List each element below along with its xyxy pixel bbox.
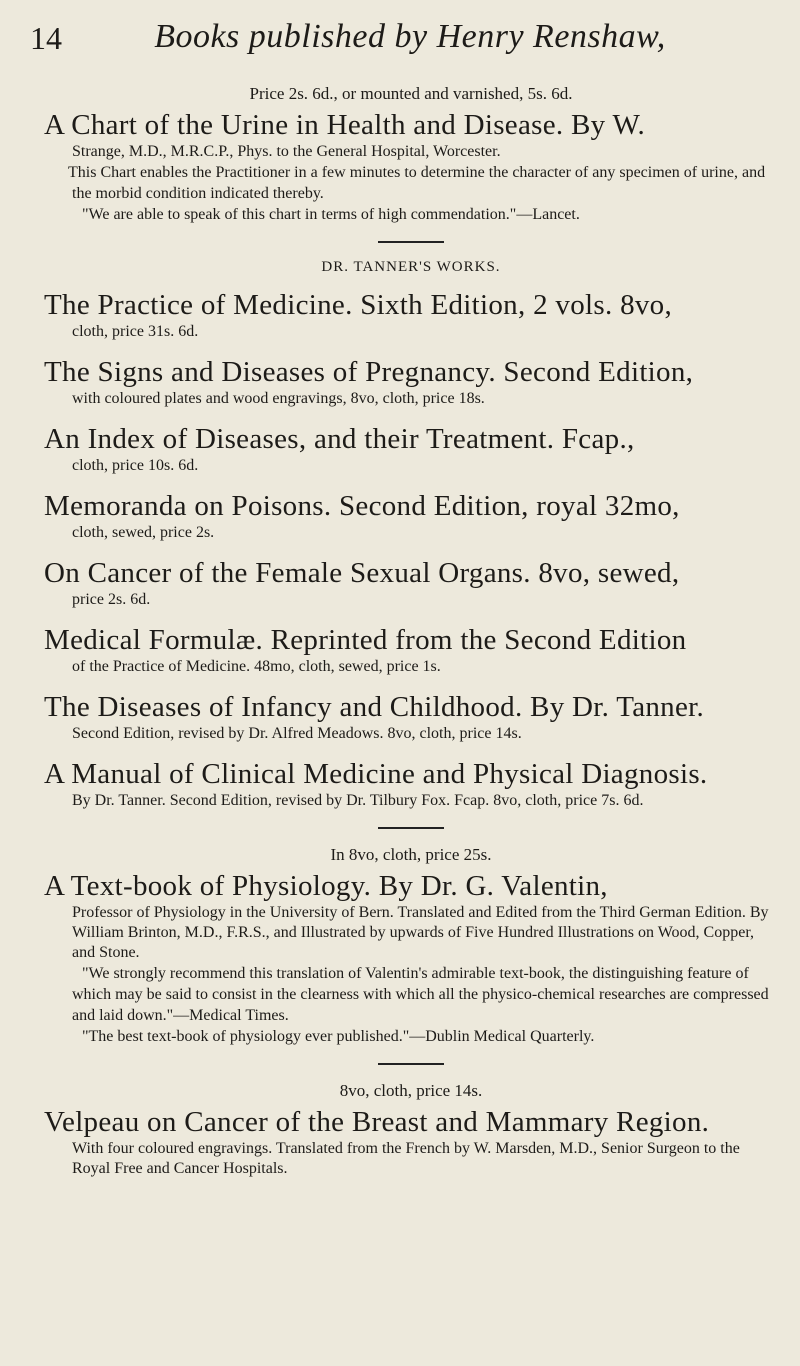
velpeau-price: 8vo, cloth, price 14s. [339, 1081, 483, 1100]
book-detail: with coloured plates and wood engravings, 8vo, cloth, price 18s. [72, 390, 485, 407]
book-detail: cloth, sewed, price 2s. [72, 524, 215, 541]
book-title: Medical Formulæ. Reprinted from the Second Edition [44, 624, 687, 656]
book-entry [44, 556, 778, 610]
book-entry [44, 422, 778, 476]
book-detail: Second Edition, revised by Dr. Alfred Meadows. 8vo, cloth, price 14s. [72, 725, 522, 742]
urine-chart-review: "We are able to speak of this chart in terms of high commendation."—Lancet. [82, 206, 580, 223]
urine-chart-author: Strange, M.D., M.R.C.P., Phys. to the General Hospital, Worcester. [72, 143, 501, 160]
urine-chart-entry [44, 84, 778, 225]
velpeau-entry [44, 1081, 778, 1179]
book-entry [44, 757, 778, 811]
book-detail: cloth, price 10s. 6d. [72, 457, 199, 474]
book-detail: price 2s. 6d. [72, 591, 151, 608]
book-title: Memoranda on Poisons. Second Edition, royal 32mo, [44, 490, 680, 522]
physiology-description: Professor of Physiology in the University of Bern. Translated and Edited from the Third German Edition. By William Brinton, M.D., F.R.S., and Illustrated by upwards of Five Hundred Illustrations on Wood, Copper, and Stone. [72, 904, 769, 961]
physiology-price: In 8vo, cloth, price 25s. [330, 845, 492, 864]
book-detail: By Dr. Tanner. Second Edition, revised by Dr. Tilbury Fox. Fcap. 8vo, cloth, price 7s. 6d. [72, 792, 644, 809]
book-detail: cloth, price 31s. 6d. [72, 323, 199, 340]
book-entry [44, 355, 778, 409]
velpeau-title: Velpeau on Cancer of the Breast and Mammary Region. [44, 1106, 710, 1138]
book-title: An Index of Diseases, and their Treatment. Fcap., [44, 423, 635, 455]
tanner-section-heading: DR. TANNER'S WORKS. [321, 259, 501, 275]
book-title: The Signs and Diseases of Pregnancy. Second Edition, [44, 356, 694, 388]
physiology-title: A Text-book of Physiology. By Dr. G. Valentin, [44, 870, 608, 902]
book-entry [44, 690, 778, 744]
tanner-works-section [44, 259, 778, 811]
section-divider [378, 1063, 444, 1065]
book-title: A Manual of Clinical Medicine and Physical Diagnosis. [44, 758, 708, 790]
book-title: The Diseases of Infancy and Childhood. By Dr. Tanner. [44, 691, 705, 723]
page-content [44, 84, 778, 1192]
book-entry [44, 288, 778, 342]
urine-chart-title: A Chart of the Urine in Health and Disease. By W. [44, 109, 646, 141]
book-entry [44, 623, 778, 677]
section-divider [378, 241, 444, 243]
physiology-review-dublin: "The best text-book of physiology ever published."—Dublin Medical Quarterly. [82, 1028, 595, 1045]
section-divider [378, 827, 444, 829]
book-title: On Cancer of the Female Sexual Organs. 8vo, sewed, [44, 557, 680, 589]
page-number: 14 [30, 20, 62, 56]
physiology-review-medical-times: "We strongly recommend this translation of Valentin's admirable text-book, the distinguishing feature of which may be said to consist in the clearness with which all the physico-chemical researches are compressed and laid down."—Medical Times. [72, 965, 769, 1024]
urine-chart-description: This Chart enables the Practitioner in a few minutes to determine the character of any specimen of urine, and the morbid condition indicated thereby. [68, 164, 766, 202]
book-detail: of the Practice of Medicine. 48mo, cloth, sewed, price 1s. [72, 658, 441, 675]
velpeau-description: With four coloured engravings. Translated from the French by W. Marsden, M.D., Senior Surgeon to the Royal Free and Cancer Hospitals. [72, 1140, 740, 1177]
book-title: The Practice of Medicine. Sixth Edition, 2 vols. 8vo, [44, 289, 673, 321]
running-head: Books published by Henry Renshaw, [154, 18, 666, 55]
urine-chart-price: Price 2s. 6d., or mounted and varnished, 5s. 6d. [249, 84, 573, 103]
page-header [30, 14, 790, 74]
book-entry [44, 489, 778, 543]
physiology-entry [44, 845, 778, 1047]
